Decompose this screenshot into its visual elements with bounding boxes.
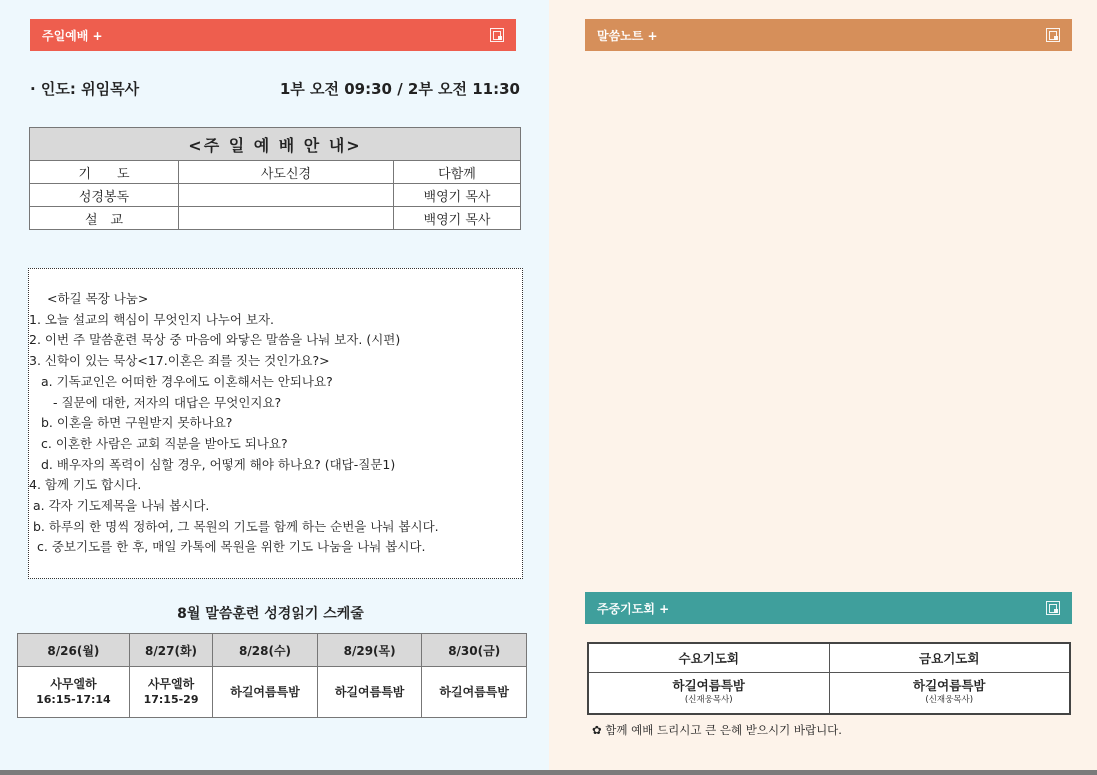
closing-note: ✿ 함께 예배 드리시고 큰 은혜 받으시기 바랍니다. [592, 723, 842, 737]
cell-main: 사무엘하 [50, 677, 97, 691]
table-cell [18, 667, 130, 718]
weekday-prayer-header[interactable] [585, 592, 1072, 624]
sunday-worship-header[interactable] [30, 19, 516, 51]
table-cell [129, 667, 212, 718]
cell-main: 하길여름특밤 [913, 678, 986, 693]
table-header-cell: 8/30(금) [422, 634, 527, 667]
worship-guide-title: <주 일 예 배 안 내> [30, 128, 521, 161]
table-header-row [18, 634, 527, 667]
weekday-prayer-header-label[interactable]: 주중기도회 + [597, 601, 670, 616]
list-item: 4. 함께 기도 합시다. [29, 477, 142, 493]
table-header-row [588, 643, 1070, 673]
sharing-title: <하길 목장 나눔> [47, 291, 149, 306]
table-header-cell: 8/27(화) [129, 634, 212, 667]
list-item: b. 하루의 한 명씩 정하여, 그 목원의 기도를 함께 하는 순번을 나눠 봅시다. [33, 518, 439, 534]
list-item: d. 배우자의 폭력이 심할 경우, 어떻게 해야 하나요? (대답-질문1) [41, 456, 396, 472]
list-item: c. 중보기도를 한 후, 매일 카톡에 목원을 위한 기도 나눔을 나눠 봅시다. [37, 539, 426, 555]
table-cell [179, 207, 394, 230]
table-row [30, 161, 521, 184]
cell-main: 하길여름특밤 [672, 678, 745, 693]
table-cell: 성경봉독 [30, 184, 179, 207]
table-cell [422, 667, 527, 718]
worship-guide-table [29, 127, 521, 230]
table-header-cell: 8/29(목) [317, 634, 422, 667]
cell-sub: 16:15-17:14 [36, 693, 111, 706]
sunday-worship-header-label[interactable]: 주일예배 + [42, 28, 103, 43]
list-item: a. 각자 기도제목을 나눠 봅시다. [33, 498, 210, 514]
table-cell [179, 184, 394, 207]
table-cell [213, 667, 318, 718]
sermon-note-header[interactable] [585, 19, 1072, 51]
cell-main: 하길여름특밤 [334, 685, 405, 699]
table-cell [588, 673, 829, 715]
leader-line [30, 78, 520, 99]
list-item: 1. 오늘 설교의 핵심이 무엇인지 나누어 보자. [29, 311, 275, 327]
cell-main: 하길여름특밤 [230, 685, 300, 699]
list-item: 2. 이번 주 말씀훈련 묵상 중 마음에 와닿은 말씀을 나눠 보자. (시편) [29, 332, 401, 348]
service-times: 1부 오전 09:30 / 2부 오전 11:30 [279, 80, 520, 98]
page-icon[interactable] [1046, 601, 1060, 615]
page-icon[interactable] [1046, 28, 1060, 42]
cell-main: 하길여름특밤 [439, 685, 509, 699]
table-cell [829, 673, 1070, 715]
small-group-sharing-box [28, 268, 523, 579]
table-cell: 기 도 [30, 161, 179, 184]
prayer-meeting-table [587, 642, 1071, 715]
table-cell: 백영기 목사 [394, 207, 521, 230]
list-item: b. 이혼을 하면 구원받지 못하나요? [41, 415, 233, 431]
cell-sub: (신재웅목사) [684, 695, 733, 705]
table-row [30, 207, 521, 230]
cell-sub: 17:15-29 [143, 693, 199, 706]
cell-sub: (신재웅목사) [925, 695, 974, 705]
list-item: - 질문에 대한, 저자의 대답은 무엇인지요? [53, 394, 282, 410]
table-header-cell: 8/28(수) [213, 634, 318, 667]
table-cell: 사도신경 [179, 161, 394, 184]
table-header-cell: 8/26(월) [18, 634, 130, 667]
table-cell [317, 667, 422, 718]
bottom-divider [0, 770, 1097, 775]
table-header-cell: 금요기도회 [829, 643, 1070, 673]
page-icon[interactable] [490, 28, 504, 42]
list-item: 3. 신학이 있는 묵상<17.이혼은 죄를 짓는 것인가요?> [29, 353, 330, 369]
table-row [30, 184, 521, 207]
table-cell: 다함께 [394, 161, 521, 184]
sermon-note-header-label[interactable]: 말씀노트 + [597, 28, 658, 43]
list-item: a. 기독교인은 어떠한 경우에도 이혼해서는 안되나요? [41, 373, 333, 389]
cell-main: 사무엘하 [147, 677, 195, 691]
table-row [18, 667, 527, 718]
reading-schedule-table [17, 633, 527, 718]
table-header-cell: 수요기도회 [588, 643, 829, 673]
list-item: c. 이혼한 사람은 교회 직분을 받아도 되나요? [41, 435, 288, 451]
leader-text: · 인도: 위임목사 [30, 80, 140, 98]
table-row [588, 673, 1070, 715]
reading-schedule-title: 8월 말씀훈련 성경읽기 스케줄 [177, 606, 364, 622]
table-cell: 설 교 [30, 207, 179, 230]
table-cell: 백영기 목사 [394, 184, 521, 207]
